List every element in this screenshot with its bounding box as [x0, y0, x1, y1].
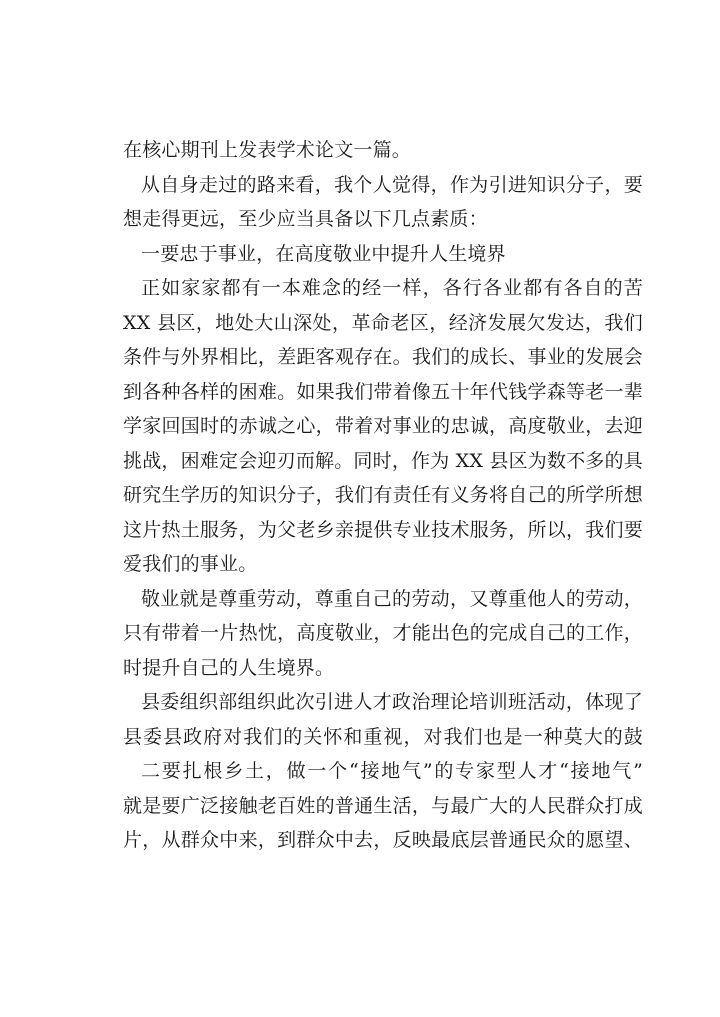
paragraph-first-line: 县委组织部组织此次引进人才政治理论培训班活动，体现了: [141, 691, 643, 713]
text-line: 只有带着一片热忱，高度敬业，才能出色的完成自己的工作，: [123, 622, 643, 644]
paragraph-first-line: 从自身走过的路来看，我个人觉得，作为引进知识分子，要: [141, 173, 643, 196]
text-line: 县委县政府对我们的关怀和重视，对我们也是一种莫大的鼓: [123, 725, 643, 748]
text-line: 到各种各样的困难。如果我们带着像五十年代钱学森等老一辈: [123, 380, 643, 403]
text-line: 挑战，困难定会迎刃而解。同时，作为 XX 县区为数不多的具: [123, 449, 643, 472]
text-line: 研究生学历的知识分子，我们有责任有义务将自己的所学所想: [123, 484, 643, 506]
text-line: 这片热土服务，为父老乡亲提供专业技术服务，所以，我们要: [123, 518, 643, 541]
text-line: 想走得更远，至少应当具备以下几点素质：: [123, 208, 488, 230]
section-heading: 一要忠于事业，在高度敬业中提升人生境界: [141, 242, 506, 265]
text-line: 时提升自己的人生境界。: [123, 656, 335, 679]
text-line: XX 县区，地处大山深处，革命老区，经济发展欠发达，我们: [123, 311, 643, 334]
text-line: 爱我们的事业。: [123, 553, 258, 575]
text-line: 学家回国时的赤诚之心，带着对事业的忠诚，高度敬业，去迎: [123, 415, 643, 437]
paragraph-first-line: 敬业就是尊重劳动，尊重自己的劳动，又尊重他人的劳动，: [141, 587, 643, 610]
paragraph-first-line: 正如家家都有一本难念的经一样，各行各业都有各自的苦: [141, 277, 643, 299]
text-line: 就是要广泛接触老百姓的普通生活，与最广大的人民群众打成: [123, 794, 643, 817]
text-line: 在核心期刊上发表学术论文一篇。: [123, 139, 412, 161]
section-heading: 二要扎根乡土，做一个“接地气”的专家型人才“接地气”: [141, 760, 643, 782]
text-line: 条件与外界相比，差距客观存在。我们的成长、事业的发展会: [123, 346, 643, 368]
text-line: 片，从群众中来，到群众中去，反映最底层普通民众的愿望、: [123, 829, 643, 851]
body-text: [123, 133, 643, 858]
